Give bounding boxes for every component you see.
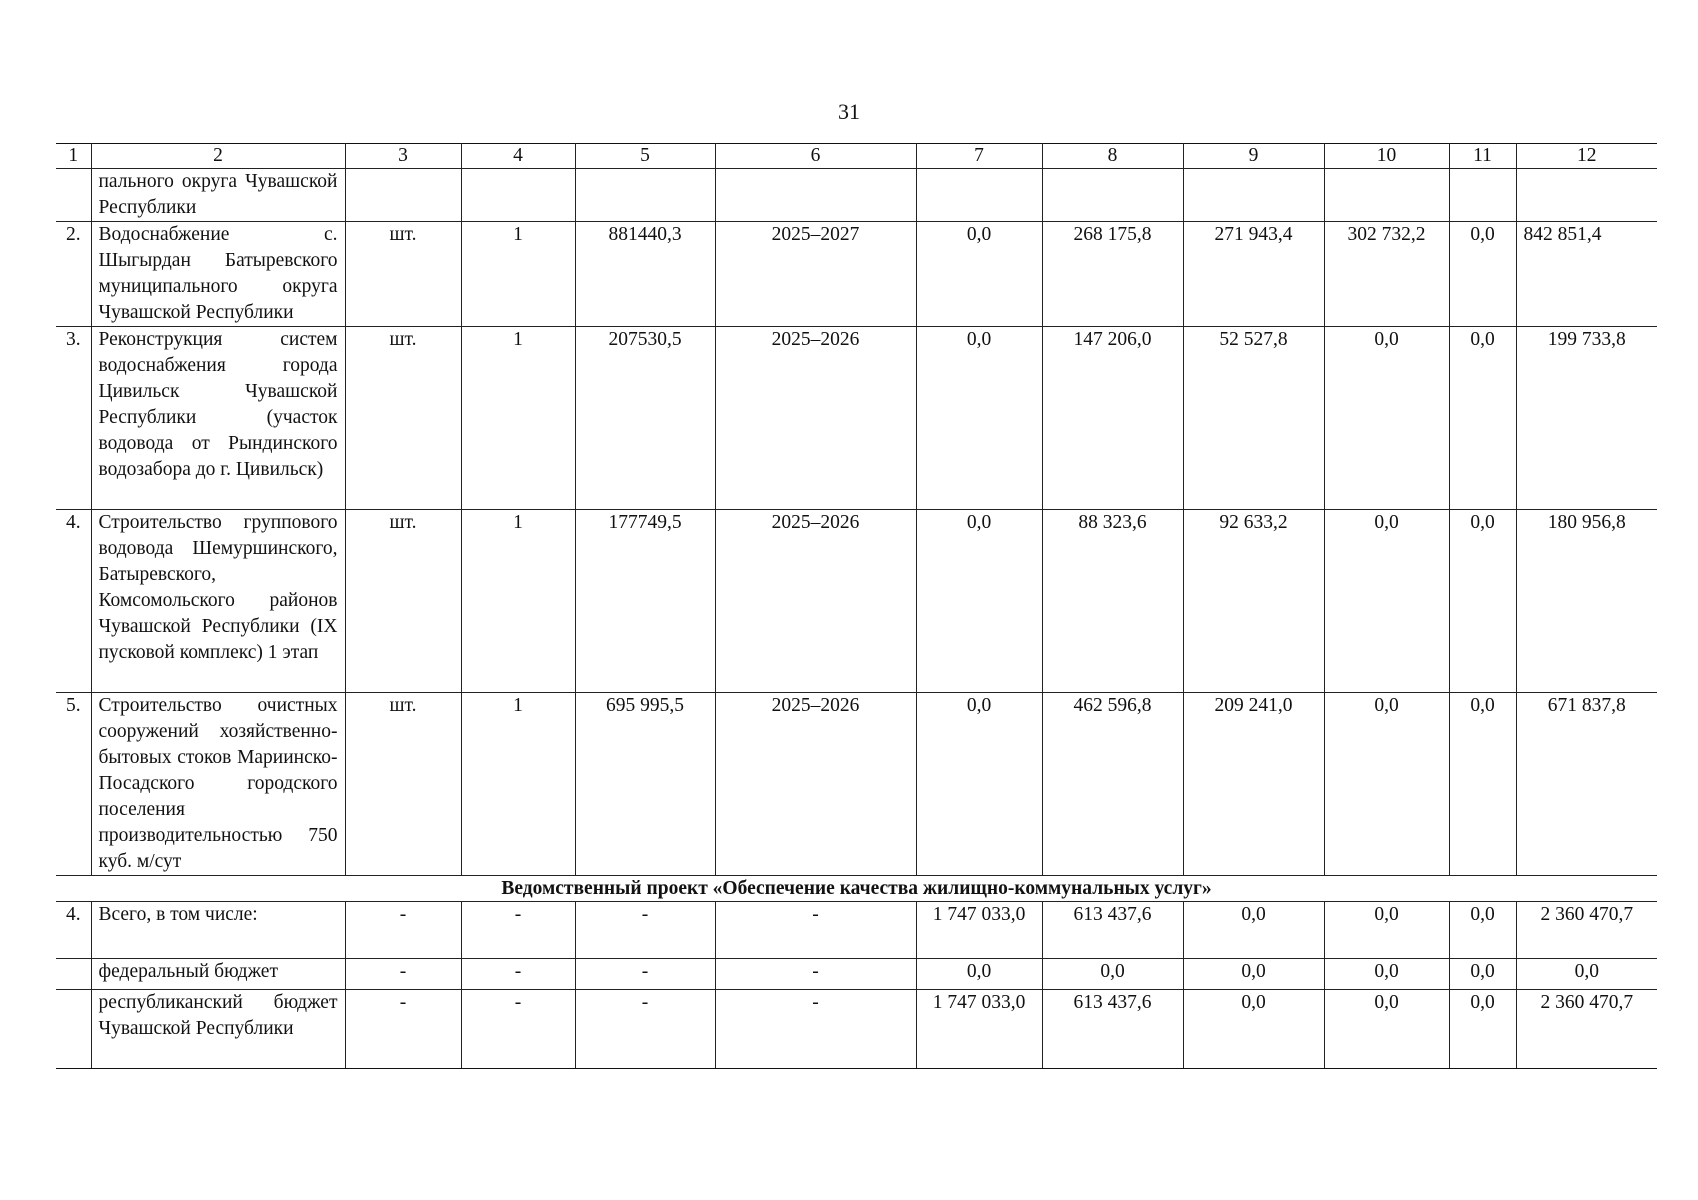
value-cell-11: 0,0 [1449, 959, 1516, 990]
value-cell-10: 0,0 [1324, 327, 1449, 510]
unit-cell: шт. [345, 510, 461, 693]
table-row [56, 222, 1657, 327]
value-cell-7 [916, 169, 1042, 222]
section-header-row [56, 876, 1657, 902]
column-header: 9 [1183, 144, 1324, 169]
table-row [56, 902, 1657, 959]
object-name: федеральный бюджет [91, 959, 345, 990]
value-cell-9: 209 241,0 [1183, 693, 1324, 876]
value-cell-11: 0,0 [1449, 990, 1516, 1069]
value-cell-9 [1183, 169, 1324, 222]
value-cell-8: 613 437,6 [1042, 902, 1183, 959]
unit-cell [345, 169, 461, 222]
object-name: Строительство группового водовода Шемуршинского, Батыревского, Комсомольского районов Чувашской Республики (IX пусковой комплекс) 1 этап [91, 510, 345, 693]
column-header: 12 [1516, 144, 1657, 169]
row-number: 2. [56, 222, 91, 327]
value-cell-8: 268 175,8 [1042, 222, 1183, 327]
value-cell-9: 271 943,4 [1183, 222, 1324, 327]
value-cell-7: 1 747 033,0 [916, 902, 1042, 959]
section-title: Ведомственный проект «Обеспечение качества жилищно-коммунальных услуг» [56, 876, 1657, 902]
period-cell: - [715, 902, 916, 959]
value-cell-10: 302 732,2 [1324, 222, 1449, 327]
value-cell-8 [1042, 169, 1183, 222]
value-cell-8: 88 323,6 [1042, 510, 1183, 693]
value-cell-12: 671 837,8 [1516, 693, 1657, 876]
unit-cell: - [345, 902, 461, 959]
period-cell: - [715, 959, 916, 990]
cost-cell: - [575, 990, 715, 1069]
value-cell-11: 0,0 [1449, 902, 1516, 959]
value-cell-11 [1449, 169, 1516, 222]
cost-cell: - [575, 902, 715, 959]
value-cell-12: 2 360 470,7 [1516, 990, 1657, 1069]
cost-cell [575, 169, 715, 222]
period-cell: - [715, 990, 916, 1069]
row-number: 5. [56, 693, 91, 876]
period-cell [715, 169, 916, 222]
quantity-cell: 1 [461, 693, 575, 876]
table-row [56, 510, 1657, 693]
row-number: 4. [56, 510, 91, 693]
data-table [56, 143, 1657, 1069]
value-cell-11: 0,0 [1449, 327, 1516, 510]
value-cell-10 [1324, 169, 1449, 222]
value-cell-9: 0,0 [1183, 990, 1324, 1069]
value-cell-7: 1 747 033,0 [916, 990, 1042, 1069]
row-number: 3. [56, 327, 91, 510]
table-row [56, 693, 1657, 876]
value-cell-9: 0,0 [1183, 902, 1324, 959]
unit-cell: шт. [345, 693, 461, 876]
value-cell-9: 0,0 [1183, 959, 1324, 990]
value-cell-10: 0,0 [1324, 990, 1449, 1069]
quantity-cell: 1 [461, 222, 575, 327]
cost-cell: - [575, 959, 715, 990]
cost-cell: 695 995,5 [575, 693, 715, 876]
value-cell-8: 0,0 [1042, 959, 1183, 990]
value-cell-11: 0,0 [1449, 510, 1516, 693]
value-cell-8: 613 437,6 [1042, 990, 1183, 1069]
table-row [56, 169, 1657, 222]
table-row [56, 959, 1657, 990]
row-number: 4. [56, 902, 91, 959]
object-name: Всего, в том числе: [91, 902, 345, 959]
value-cell-10: 0,0 [1324, 693, 1449, 876]
table-row [56, 990, 1657, 1069]
unit-cell: шт. [345, 222, 461, 327]
column-header: 3 [345, 144, 461, 169]
value-cell-12 [1516, 169, 1657, 222]
value-cell-7: 0,0 [916, 510, 1042, 693]
value-cell-10: 0,0 [1324, 902, 1449, 959]
cost-cell: 177749,5 [575, 510, 715, 693]
column-header: 4 [461, 144, 575, 169]
value-cell-12: 842 851,4 [1516, 222, 1657, 327]
period-cell: 2025–2026 [715, 510, 916, 693]
unit-cell: шт. [345, 327, 461, 510]
value-cell-7: 0,0 [916, 959, 1042, 990]
period-cell: 2025–2026 [715, 693, 916, 876]
value-cell-8: 462 596,8 [1042, 693, 1183, 876]
value-cell-12: 2 360 470,7 [1516, 902, 1657, 959]
column-header: 2 [91, 144, 345, 169]
object-name: республиканский бюджет Чувашской Республики [91, 990, 345, 1069]
column-header: 1 [56, 144, 91, 169]
quantity-cell: - [461, 990, 575, 1069]
quantity-cell: - [461, 959, 575, 990]
value-cell-12: 199 733,8 [1516, 327, 1657, 510]
column-header: 5 [575, 144, 715, 169]
column-number-row [56, 144, 1657, 169]
quantity-cell: - [461, 902, 575, 959]
value-cell-12: 180 956,8 [1516, 510, 1657, 693]
unit-cell: - [345, 990, 461, 1069]
column-header: 7 [916, 144, 1042, 169]
cost-cell: 207530,5 [575, 327, 715, 510]
object-name: пального округа Чувашской Республики [91, 169, 345, 222]
column-header: 10 [1324, 144, 1449, 169]
value-cell-8: 147 206,0 [1042, 327, 1183, 510]
value-cell-10: 0,0 [1324, 959, 1449, 990]
period-cell: 2025–2026 [715, 327, 916, 510]
value-cell-11: 0,0 [1449, 693, 1516, 876]
value-cell-9: 52 527,8 [1183, 327, 1324, 510]
value-cell-9: 92 633,2 [1183, 510, 1324, 693]
period-cell: 2025–2027 [715, 222, 916, 327]
object-name: Реконструкция систем водоснабжения города Цивильск Чувашской Республики (участок водовода от Рындинского водозабора до г. Цивильск) [91, 327, 345, 510]
row-number [56, 990, 91, 1069]
unit-cell: - [345, 959, 461, 990]
column-header: 6 [715, 144, 916, 169]
quantity-cell [461, 169, 575, 222]
value-cell-10: 0,0 [1324, 510, 1449, 693]
table-row [56, 327, 1657, 510]
value-cell-7: 0,0 [916, 327, 1042, 510]
quantity-cell: 1 [461, 510, 575, 693]
row-number [56, 169, 91, 222]
object-name: Строительство очистных сооружений хозяйственно-бытовых стоков Мариинско-Посадского городского поселения производительностью 750 куб. м/сут [91, 693, 345, 876]
quantity-cell: 1 [461, 327, 575, 510]
column-header: 11 [1449, 144, 1516, 169]
cost-cell: 881440,3 [575, 222, 715, 327]
page-number: 31 [838, 99, 860, 124]
value-cell-7: 0,0 [916, 693, 1042, 876]
row-number [56, 959, 91, 990]
value-cell-11: 0,0 [1449, 222, 1516, 327]
value-cell-12: 0,0 [1516, 959, 1657, 990]
column-header: 8 [1042, 144, 1183, 169]
value-cell-7: 0,0 [916, 222, 1042, 327]
object-name: Водоснабжение с. Шыгырдан Батыревского муниципального округа Чувашской Республики [91, 222, 345, 327]
